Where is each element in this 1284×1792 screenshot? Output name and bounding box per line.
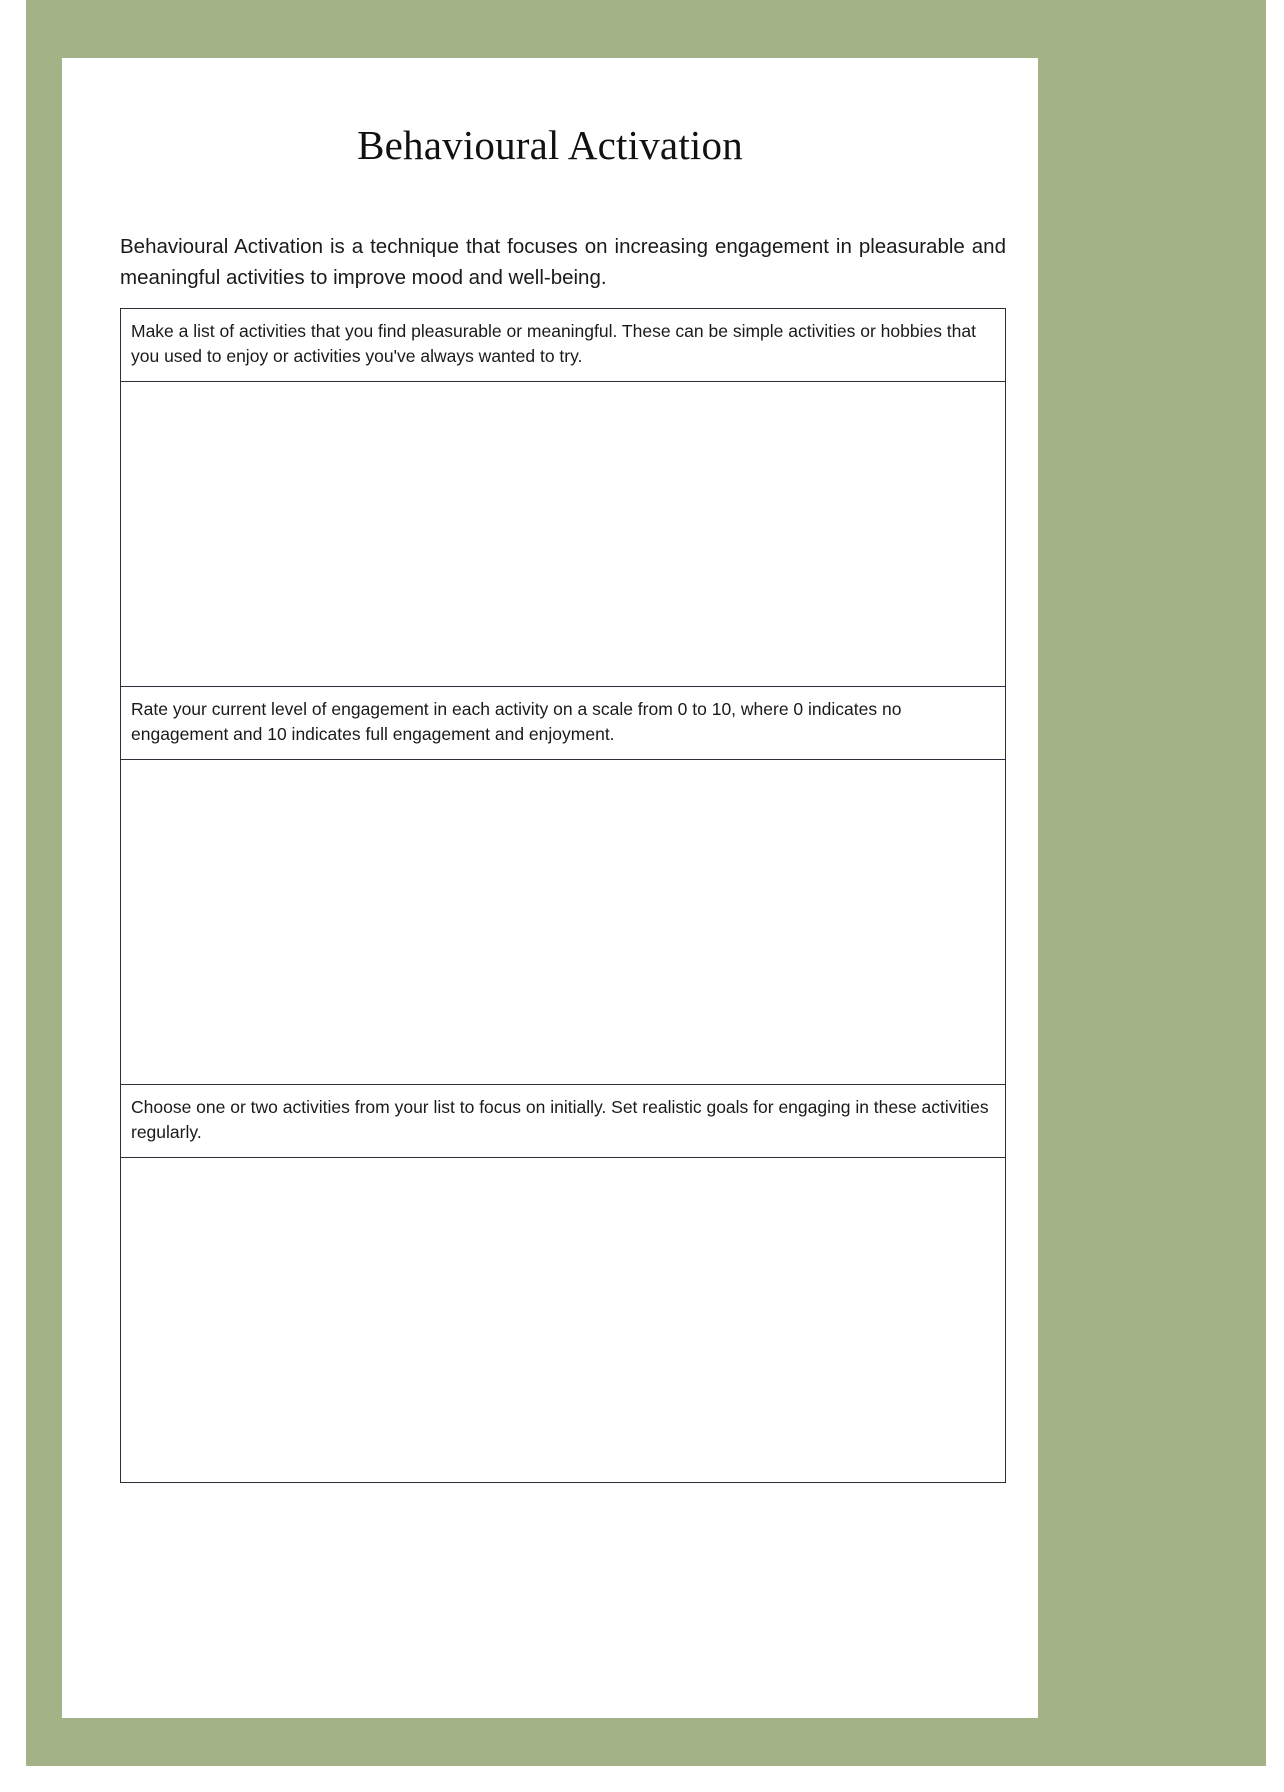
worksheet-block-2 [120, 687, 1006, 1085]
worksheet-form [120, 308, 1006, 1483]
page-edge-right [1266, 0, 1284, 1792]
worksheet-sheet [62, 58, 1038, 1718]
worksheet-block-1 [120, 308, 1006, 687]
intro-paragraph: Behavioural Activation is a technique that focuses on increasing engagement in pleasurable and meaningful activities to improve mood and well-being. [120, 234, 1006, 289]
answer-area-2[interactable] [120, 760, 1006, 1085]
page-edge-bottom [0, 1766, 1284, 1792]
answer-area-3[interactable] [120, 1158, 1006, 1483]
answer-input-2[interactable] [121, 760, 1005, 1084]
page-title: Behavioural Activation [357, 122, 743, 168]
prompt-text-2: Rate your current level of engagement in each activity on a scale from 0 to 10, where 0 indicates no engagement and 10 indicates full engagement and enjoyment. [120, 687, 1006, 760]
answer-input-3[interactable] [121, 1158, 1005, 1482]
worksheet-block-3 [120, 1085, 1006, 1483]
prompt-text-1: Make a list of activities that you find pleasurable or meaningful. These can be simple activities or hobbies that you used to enjoy or activities you've always wanted to try. [120, 308, 1006, 382]
answer-area-1[interactable] [120, 382, 1006, 687]
answer-input-1[interactable] [121, 382, 1005, 686]
prompt-text-3: Choose one or two activities from your list to focus on initially. Set realistic goals for engaging in these activities regularly. [120, 1085, 1006, 1158]
